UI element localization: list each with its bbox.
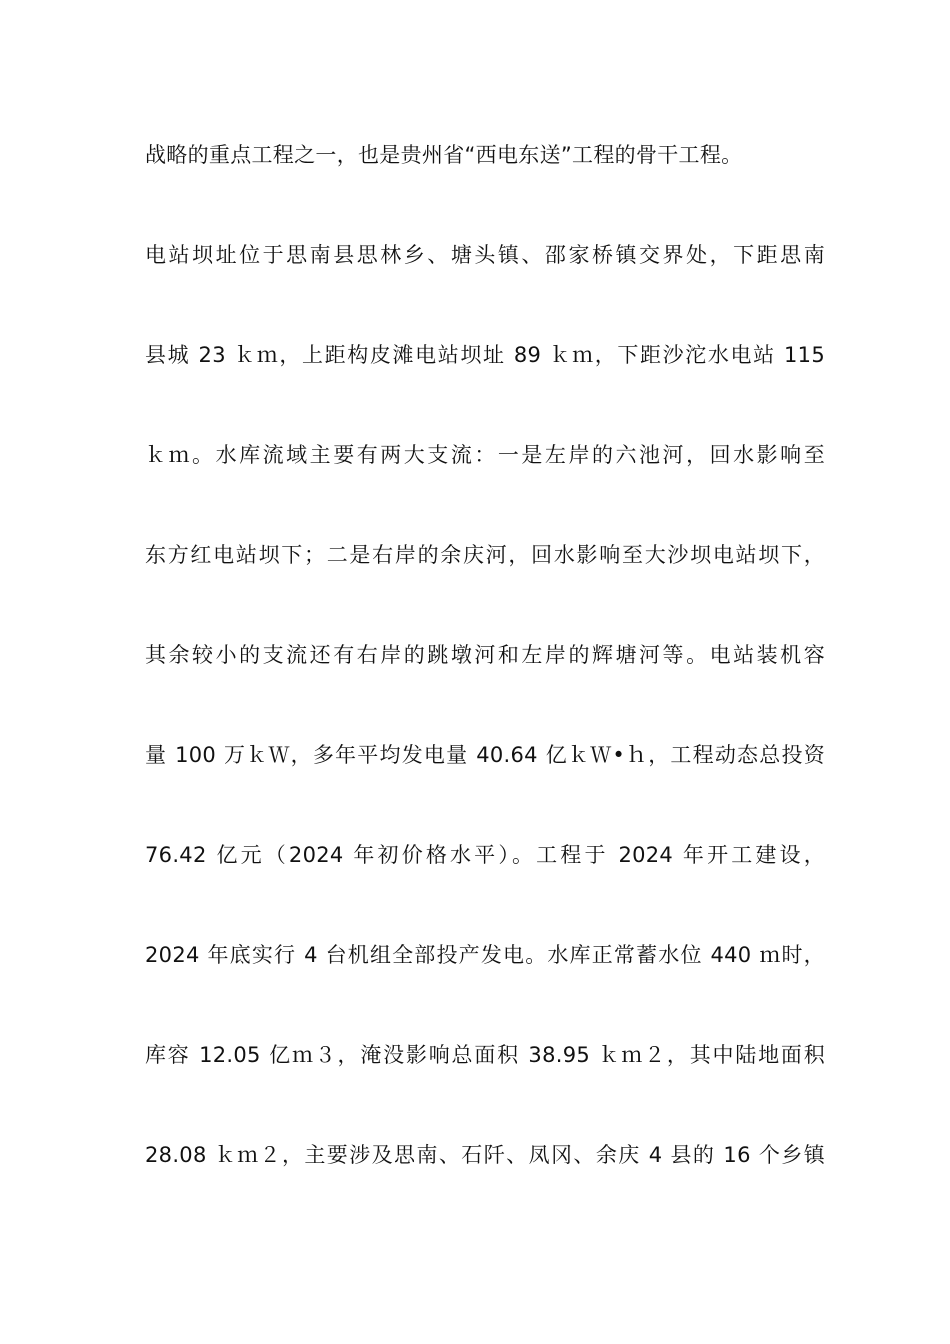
text-line-7: 量 100 万ｋＷ，多年平均发电量 40.64 亿ｋＷ•ｈ，工程动态总投资 [145,743,825,767]
text-line-1: 战略的重点工程之一，也是贵州省“西电东送”工程的骨干工程。 [145,143,743,167]
text-line-8: 76.42 亿元（2024 年初价格水平）。工程于 2024 年开工建设， [145,843,825,867]
text-line-4: ｋｍ。水库流域主要有两大支流：一是左岸的六池河，回水影响至 [145,443,825,467]
text-line-9: 2024 年底实行 4 台机组全部投产发电。水库正常蓄水位 440 ｍ时， [145,943,825,967]
text-line-3: 县城 23 ｋｍ，上距构皮滩电站坝址 89 ｋｍ，下距沙沱水电站 115 [145,343,825,367]
text-line-5: 东方红电站坝下；二是右岸的余庆河，回水影响至大沙坝电站坝下， [145,543,825,567]
text-line-11: 28.08 ｋｍ２，主要涉及思南、石阡、凤冈、余庆 4 县的 16 个乡镇 [145,1143,825,1167]
body-text [145,130,825,1230]
text-line-2: 电站坝址位于思南县思林乡、塘头镇、邵家桥镇交界处，下距思南 [145,243,825,267]
text-line-10: 库容 12.05 亿ｍ３，淹没影响总面积 38.95 ｋｍ２，其中陆地面积 [145,1043,825,1067]
text-line-6: 其余较小的支流还有右岸的跳墩河和左岸的辉塘河等。电站装机容 [145,643,825,667]
